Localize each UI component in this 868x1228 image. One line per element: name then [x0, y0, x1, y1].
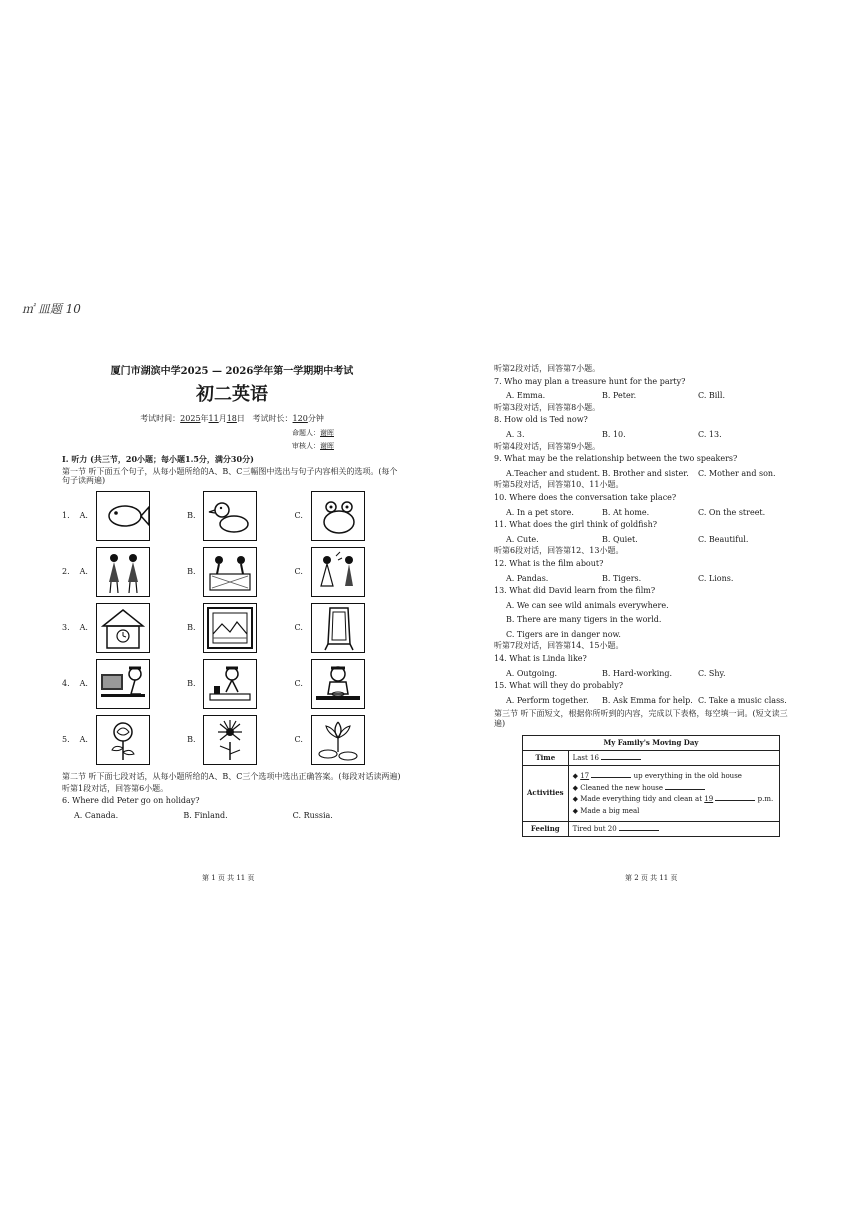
- activities-cell: [568, 766, 779, 822]
- picture-row: [62, 656, 402, 712]
- question-options: [494, 696, 794, 706]
- left-page: [62, 362, 402, 820]
- moving-day-table: [522, 735, 780, 838]
- picture-row: [62, 544, 402, 600]
- question-13: 13. What did David learn from the film?: [494, 586, 656, 596]
- picture-option[interactable]: [295, 603, 402, 653]
- mirror-icon: [311, 603, 365, 653]
- table-title: My Family's Moving Day: [523, 735, 780, 750]
- option-letter: C.: [294, 679, 303, 689]
- option-letter: C.: [294, 623, 303, 633]
- boy-drawing-icon: [203, 659, 257, 709]
- option: A. 3.: [506, 429, 525, 439]
- activity-item: ◆ 17 up everything in the old house: [572, 772, 742, 781]
- option-letter: B.: [187, 735, 196, 745]
- landscape-picture-icon: [203, 603, 257, 653]
- picture-option[interactable]: [187, 547, 294, 597]
- option-letter: A.: [79, 679, 88, 689]
- question-options: [494, 669, 794, 679]
- question: 10. Where does the conversation take place?: [494, 492, 677, 502]
- question-6: 6. Where did Peter go on holiday?: [62, 796, 200, 806]
- question-options: [494, 574, 794, 584]
- answer-blank[interactable]: [601, 759, 641, 760]
- boy-computer-icon: [96, 659, 150, 709]
- option: B. Quiet.: [602, 534, 638, 544]
- answer-blank[interactable]: [715, 800, 755, 801]
- dialog-note: 听第4段对话，回答第9小题。: [494, 441, 601, 451]
- option: C. Bill.: [698, 391, 726, 401]
- question-number: 5.: [62, 735, 70, 745]
- option: B. Tigers.: [602, 573, 642, 583]
- school-title: 厦门市湖滨中学2025 — 2026学年第一学期期中考试: [110, 366, 354, 377]
- question-options: [494, 469, 794, 479]
- option-letter: C.: [294, 567, 303, 577]
- option: A. Cute.: [506, 534, 539, 544]
- question-number: 4.: [62, 679, 70, 689]
- frog-icon: [311, 491, 365, 541]
- picture-option[interactable]: [295, 659, 402, 709]
- option: A. We can see wild animals everywhere.: [506, 600, 669, 610]
- painting-girls-icon: [203, 547, 257, 597]
- dancers-icon: [96, 547, 150, 597]
- picture-option[interactable]: [295, 547, 402, 597]
- question-options: [494, 391, 794, 401]
- option: A. Canada.: [74, 810, 119, 820]
- feeling-label: Feeling: [523, 821, 569, 836]
- option: B. Finland.: [183, 810, 228, 820]
- dialog-note: 听第6段对话，回答第12、13小题。: [494, 546, 624, 556]
- fish-icon: [96, 491, 150, 541]
- part2-instruction: 第二节 听下面七段对话，从每小题所给的A、B、C三个选项中选出正确答案。(每段对话读两遍): [62, 771, 401, 781]
- option: C. 13.: [698, 429, 722, 439]
- picture-option[interactable]: [187, 603, 294, 653]
- picture-option[interactable]: [80, 659, 187, 709]
- option: B. Peter.: [602, 391, 637, 401]
- option-letter: C.: [294, 511, 303, 521]
- option: A. In a pet store.: [506, 507, 574, 517]
- singing-girls-icon: [311, 547, 365, 597]
- section-heading: I. 听力 (共三节，20小题；每小题1.5分，满分30分): [62, 454, 254, 465]
- option: B. 10.: [602, 429, 626, 439]
- dialog-note: 听第1段对话，回答第6小题。: [62, 783, 169, 793]
- picture-grid: [62, 488, 402, 768]
- answer-blank[interactable]: [665, 789, 705, 790]
- question-list-2: [494, 641, 794, 705]
- option: C. Beautiful.: [698, 534, 749, 544]
- part1-instruction: 第一节 听下面五个句子，从每小题所给的A、B、C三幅图中选出与句子内容相关的选项。(每个句子读两遍): [62, 466, 398, 486]
- option: C. Mother and son.: [698, 468, 776, 478]
- option-letter: A.: [79, 567, 88, 577]
- question: 9. What may be the relationship between the two speakers?: [494, 454, 738, 464]
- option: C. Russia.: [292, 810, 333, 820]
- picture-option[interactable]: [80, 715, 187, 765]
- picture-row: [62, 712, 402, 768]
- activity-item: ◆ Made a big meal: [572, 806, 640, 815]
- option-letter: A.: [79, 735, 88, 745]
- question: 12. What is the film about?: [494, 558, 604, 568]
- activity-item: ◆ Cleaned the new house: [573, 784, 775, 792]
- lotus-icon: [311, 715, 365, 765]
- question-number: 3.: [62, 623, 70, 633]
- picture-option[interactable]: [80, 547, 187, 597]
- duck-icon: [203, 491, 257, 541]
- option: B. Ask Emma for help.: [602, 695, 693, 705]
- question-number: 2.: [62, 567, 70, 577]
- option: A. Emma.: [506, 391, 546, 401]
- option-letter: B.: [187, 511, 196, 521]
- exam-info: 考试时间：2025年11月18日 考试时长：120分钟: [140, 413, 324, 423]
- question: 8. How old is Ted now?: [494, 415, 588, 425]
- question-6-options: [62, 811, 402, 821]
- picture-option[interactable]: [80, 603, 187, 653]
- option: C. Lions.: [698, 573, 734, 583]
- answer-blank[interactable]: [619, 830, 659, 831]
- option-letter: A.: [79, 511, 88, 521]
- option: B. Brother and sister.: [602, 468, 689, 478]
- activity-item: ◆ Made everything tidy and clean at 19 p.m.: [572, 795, 774, 804]
- option: C. Tigers are in danger now.: [506, 629, 621, 639]
- scan-mark: ㎡ 皿题 10: [22, 302, 81, 316]
- activities-label: Activities: [523, 766, 569, 822]
- question: 11. What does the girl think of goldfish?: [494, 520, 658, 530]
- page-footer-right: 第 2 页 共 11 页: [625, 874, 678, 882]
- rose-icon: [96, 715, 150, 765]
- option-letter: B.: [187, 623, 196, 633]
- option: C. Shy.: [698, 668, 726, 678]
- question-options: [494, 535, 794, 545]
- picture-option[interactable]: [80, 491, 187, 541]
- option: A. Perform together.: [506, 695, 589, 705]
- part3-instruction: 第三节 听下面短文，根据你所听到的内容，完成以下表格，每空填一词。(短文读三遍): [494, 709, 788, 729]
- option: A. Pandas.: [506, 573, 549, 583]
- chrysanthemum-icon: [203, 715, 257, 765]
- time-label: Time: [523, 751, 569, 766]
- question: 14. What is Linda like?: [494, 654, 587, 664]
- setter-info: 命题人：谢晖 审核人：谢晖: [292, 429, 334, 451]
- question-list: [494, 364, 794, 583]
- picture-option[interactable]: [295, 491, 402, 541]
- question: 7. Who may plan a treasure hunt for the party?: [494, 376, 686, 386]
- answer-blank[interactable]: [591, 777, 631, 778]
- question-options: [494, 508, 794, 518]
- option-letter: B.: [187, 567, 196, 577]
- dialog-note: 听第2段对话，回答第7小题。: [494, 364, 601, 373]
- subject-title: 初二英语: [196, 384, 268, 405]
- boy-eating-icon: [311, 659, 365, 709]
- picture-option[interactable]: [187, 491, 294, 541]
- option: A. Outgoing.: [506, 668, 558, 678]
- feeling-cell: Tired but 20: [568, 821, 779, 836]
- dialog-note: 听第5段对话，回答第10、11小题。: [494, 480, 624, 490]
- picture-row: [62, 600, 402, 656]
- question: 15. What will they do probably?: [494, 681, 624, 691]
- option: A.Teacher and student.: [506, 468, 601, 478]
- picture-option[interactable]: [187, 715, 294, 765]
- option: B. Hard-working.: [602, 668, 673, 678]
- dialog-note: 听第7段对话，回答第14、15小题。: [494, 641, 624, 651]
- option: B. There are many tigers in the world.: [506, 615, 662, 625]
- picture-option[interactable]: [187, 659, 294, 709]
- dialog-note: 听第3段对话，回答第8小题。: [494, 402, 601, 412]
- question-number: 1.: [62, 511, 70, 521]
- option-letter: A.: [79, 623, 88, 633]
- time-cell: Last 16: [568, 751, 779, 766]
- picture-row: [62, 488, 402, 544]
- right-page: [494, 362, 794, 837]
- clock-house-icon: [96, 603, 150, 653]
- option-letter: C.: [294, 735, 303, 745]
- option: B. At home.: [602, 507, 650, 517]
- option-letter: B.: [187, 679, 196, 689]
- page-footer-left: 第 1 页 共 11 页: [202, 874, 255, 882]
- option: C. Take a music class.: [698, 695, 787, 705]
- question-options: [494, 430, 794, 440]
- picture-option[interactable]: [295, 715, 402, 765]
- option: C. On the street.: [698, 507, 766, 517]
